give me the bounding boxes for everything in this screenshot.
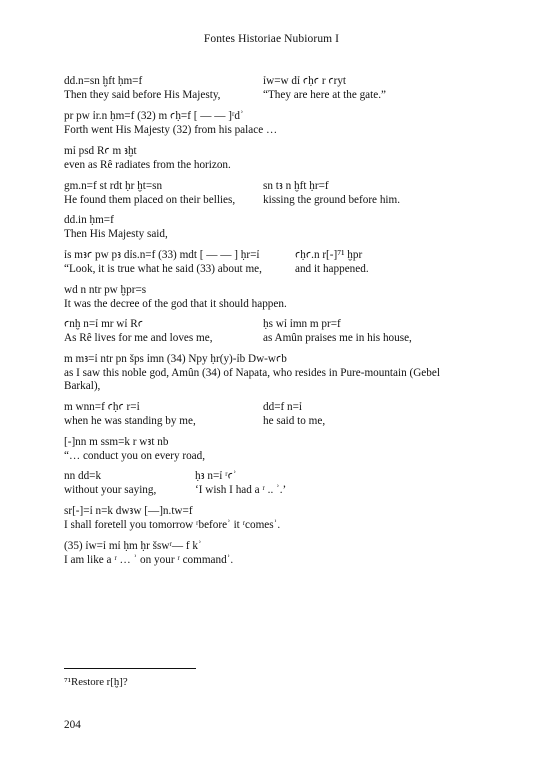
line-text: nn dd=k <box>64 470 102 482</box>
running-header: Fontes Historiae Nubiorum I <box>203 33 340 45</box>
line-text-column-2: kissing the ground before him. <box>263 193 401 206</box>
line-text-column-2: ‘I wish I had a ʳ .. ʾ.’ <box>195 483 287 496</box>
line-text: I shall foretell you tomorrow ʳbeforeʾ it ʳcomesʾ. <box>64 518 281 531</box>
transliteration-line <box>64 318 504 332</box>
verse-block <box>64 284 504 311</box>
line-text: Then they said before His Majesty, <box>64 88 221 101</box>
line-text: It was the decree of the god that it should happen. <box>64 297 287 310</box>
text-line <box>64 353 504 367</box>
transliteration-line <box>64 505 504 519</box>
line-text: dd.n=sn ḫft ḥm=f <box>64 75 143 87</box>
verse-block <box>64 436 504 463</box>
line-text: [-]nn m ssm=k r wꜣt nb <box>64 436 169 448</box>
line-text: gm.n=f st rdt ḥr ḫt=sn <box>64 180 163 192</box>
text-line <box>64 519 504 533</box>
transliteration-line <box>64 401 504 415</box>
line-text: Then His Majesty said, <box>64 227 168 240</box>
line-text-column-2: “They are here at the gate.” <box>263 88 386 101</box>
line-text: dd.in ḥm=f <box>64 214 114 226</box>
line-text: mỉ psd Rꜥ m ꜣḫt <box>64 145 137 157</box>
line-text-column-2: ḥꜣ n=ỉ ʳꜥʾ <box>195 470 237 482</box>
verse-block <box>64 214 504 241</box>
transliteration-line <box>64 110 504 124</box>
text-line <box>64 194 504 208</box>
transliteration-line <box>64 249 504 263</box>
text-line <box>64 228 504 242</box>
line-text: m mꜣ=ỉ ntr pn šps ỉmn (34) Npy ḥr(y)-ỉb Dw-wꜥb <box>64 353 287 365</box>
verse-block <box>64 110 504 137</box>
text-line <box>64 554 504 568</box>
line-text: As Rê lives for me and loves me, <box>64 331 213 344</box>
text-line <box>64 124 504 138</box>
line-text: (35) ỉw=ỉ mỉ ḥm ḥr šswʳ— f kʾ <box>64 540 202 552</box>
footnote-separator <box>64 668 196 669</box>
text-line <box>64 484 504 498</box>
verse-block <box>64 353 504 394</box>
line-text: “Look, it is true what he said (33) about me, <box>64 262 262 275</box>
line-text-column-2: dd=f n=ỉ <box>263 401 303 413</box>
line-text: wd n ntr pw ḫpr=s <box>64 284 147 296</box>
transliteration-line <box>64 180 504 194</box>
footnote: ⁷¹Restore r[ḫ]? <box>64 676 128 688</box>
line-text-column-2: as Amûn praises me in his house, <box>263 331 412 344</box>
line-text: Barkal), <box>64 380 101 393</box>
line-text-column-2: he said to me, <box>263 414 326 427</box>
text-line <box>64 159 504 173</box>
text-line <box>64 332 504 346</box>
transliteration-line <box>64 214 504 228</box>
line-text: ỉs mꜣꜥ pw pꜣ dỉs.n=f (33) mdt [ — — ] ḥr=ỉ <box>64 249 260 261</box>
line-text: when he was standing by me, <box>64 414 196 427</box>
text-line <box>64 263 504 277</box>
line-text: I am like a ʳ … ʾ on your ʳ commandʾ. <box>64 553 234 566</box>
transliteration-line <box>64 75 504 89</box>
page-number: 204 <box>64 719 81 731</box>
transliteration-line <box>64 540 504 554</box>
verse-block <box>64 505 504 532</box>
line-text: sr[-]=ỉ n=k dwꜣw [—]n.tw=f <box>64 505 193 517</box>
line-text: ꜥnḫ n=ỉ mr wỉ Rꜥ <box>64 318 144 330</box>
text-line <box>64 415 504 429</box>
text-line <box>64 380 504 394</box>
line-text-column-2: ꜥḥꜥ.n r[-]⁷¹ ḫpr <box>295 249 363 261</box>
text-line <box>64 367 504 381</box>
verse-block <box>64 180 504 207</box>
line-text-column-2: ḥs wỉ ỉmn m pr=f <box>263 318 341 330</box>
verse-block <box>64 401 504 428</box>
line-text: as I saw this noble god, Amûn (34) of Napata, who resides in Pure-mountain (Gebel <box>64 366 440 379</box>
transliteration-line <box>64 284 504 298</box>
line-text: without your saying, <box>64 483 157 496</box>
verse-block <box>64 249 504 276</box>
transliteration-line <box>64 436 504 450</box>
line-text: Forth went His Majesty (32) from his palace … <box>64 123 278 136</box>
line-text: He found them placed on their bellies, <box>64 193 236 206</box>
transliteration-line <box>64 145 504 159</box>
text-line <box>64 298 504 312</box>
line-text-column-2: ỉw=w dỉ ꜥḥꜥ r ꜥryt <box>263 75 347 87</box>
line-text: m wnn=f ꜥḥꜥ r=ỉ <box>64 401 140 413</box>
transliteration-line <box>64 470 504 484</box>
verse-block <box>64 540 504 567</box>
verse-block <box>64 75 504 102</box>
line-text-column-2: sn tꜣ n ḫft ḥr=f <box>263 180 329 192</box>
line-text: even as Rê radiates from the horizon. <box>64 158 231 171</box>
text-line <box>64 89 504 103</box>
line-text: pr pw ỉr.n ḥm=f (32) m ꜥḥ=f [ — — ]ʳdʾ <box>64 110 244 122</box>
line-text-column-2: and it happened. <box>295 262 369 275</box>
line-text: “… conduct you on every road, <box>64 449 206 462</box>
verse-block <box>64 470 504 497</box>
text-line <box>64 450 504 464</box>
verse-block <box>64 318 504 345</box>
verse-block <box>64 145 504 172</box>
